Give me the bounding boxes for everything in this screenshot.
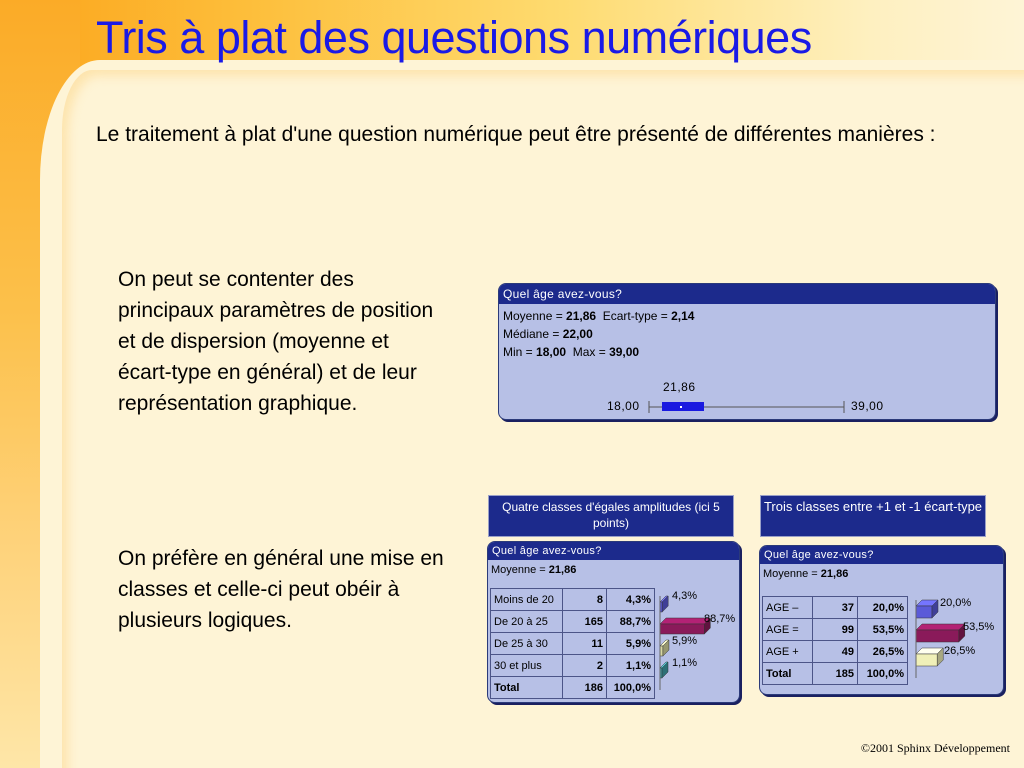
sd-value: 2,14 bbox=[671, 309, 695, 323]
min-value: 18,00 bbox=[536, 345, 567, 359]
row-label: Moins de 20 bbox=[491, 589, 563, 611]
row-count: 11 bbox=[563, 633, 607, 655]
right-mean-label: Moyenne = bbox=[763, 568, 821, 580]
row-label: AGE – bbox=[763, 597, 813, 619]
min-label: Min = bbox=[503, 345, 537, 359]
row-label: 30 et plus bbox=[491, 655, 563, 677]
row-count: 8 bbox=[563, 589, 607, 611]
row-pct: 1,1% bbox=[607, 655, 655, 677]
bar-label: 1,1% bbox=[672, 657, 698, 669]
left-mean-value: 21,86 bbox=[548, 564, 577, 576]
left-mean-label: Moyenne = bbox=[491, 564, 549, 576]
bar-age- bbox=[916, 624, 965, 642]
row-count: 2 bbox=[563, 655, 607, 677]
max-label: Max = bbox=[572, 345, 610, 359]
row-label: AGE = bbox=[763, 619, 813, 641]
mean-label: Moyenne = bbox=[503, 309, 567, 323]
row-label: De 20 à 25 bbox=[491, 611, 563, 633]
total-label: Total bbox=[763, 663, 813, 685]
bar-30-et-plus bbox=[660, 662, 668, 678]
bar-label: 4,3% bbox=[672, 590, 698, 602]
caption-sd-classes: Trois classes entre +1 et -1 écart-type bbox=[760, 495, 986, 537]
left-question: Quel âge avez-vous? bbox=[488, 542, 739, 560]
row-pct: 5,9% bbox=[607, 633, 655, 655]
median-label: Médiane = bbox=[503, 327, 563, 341]
median-value: 22,00 bbox=[562, 327, 593, 341]
sd-label: Ecart-type = bbox=[602, 309, 672, 323]
right-question: Quel âge avez-vous? bbox=[760, 546, 1003, 564]
equal-classes-panel bbox=[487, 541, 740, 703]
total-label: Total bbox=[491, 677, 563, 699]
total-count: 185 bbox=[813, 663, 858, 685]
total-count: 186 bbox=[563, 677, 607, 699]
bar-de-25-30 bbox=[660, 640, 669, 656]
bar-age- bbox=[916, 600, 938, 618]
row-label: AGE + bbox=[763, 641, 813, 663]
bar-label: 88,7% bbox=[704, 613, 736, 625]
row-pct: 26,5% bbox=[858, 641, 908, 663]
bar-label: 20,0% bbox=[940, 597, 972, 609]
box-plot bbox=[499, 284, 996, 420]
total-pct: 100,0% bbox=[858, 663, 908, 685]
paragraph-summary-stats: On peut se contenter des principaux paramètres de position et de dispersion (moyenne et écart-type en général) et de leur représentation graphique. bbox=[118, 268, 434, 415]
right-mean-value: 21,86 bbox=[820, 568, 849, 580]
row-count: 37 bbox=[813, 597, 858, 619]
equal-classes-bar-chart bbox=[488, 542, 740, 703]
bar-age- bbox=[916, 648, 943, 666]
bar-label: 53,5% bbox=[963, 621, 995, 633]
caption-equal-classes: Quatre classes d'égales amplitudes (ici 5 points) bbox=[488, 495, 734, 537]
summary-stats-panel bbox=[498, 283, 996, 420]
sd-classes-panel bbox=[759, 545, 1004, 695]
row-pct: 53,5% bbox=[858, 619, 908, 641]
bar-label: 26,5% bbox=[944, 645, 976, 657]
paragraph-classes: On préfère en général une mise en classes et celle-ci peut obéir à plusieurs logiques. bbox=[118, 547, 444, 632]
row-count: 49 bbox=[813, 641, 858, 663]
row-pct: 88,7% bbox=[607, 611, 655, 633]
axis-max-label: 39,00 bbox=[851, 399, 884, 413]
row-count: 165 bbox=[563, 611, 607, 633]
mean-value: 21,86 bbox=[566, 309, 597, 323]
row-count: 99 bbox=[813, 619, 858, 641]
axis-min-label: 18,00 bbox=[607, 399, 640, 413]
row-pct: 4,3% bbox=[607, 589, 655, 611]
footer-copyright: ©2001 Sphinx Développement bbox=[860, 741, 1010, 755]
row-pct: 20,0% bbox=[858, 597, 908, 619]
row-label: De 25 à 30 bbox=[491, 633, 563, 655]
slide-title: Tris à plat des questions numériques bbox=[96, 12, 812, 63]
box-plot-mean-marker bbox=[680, 406, 682, 408]
max-value: 39,00 bbox=[609, 345, 640, 359]
bar-de-20-25 bbox=[660, 618, 710, 634]
summary-question: Quel âge avez-vous? bbox=[499, 284, 995, 304]
axis-mean-label: 21,86 bbox=[663, 380, 696, 394]
box-plot-box bbox=[662, 402, 704, 411]
total-pct: 100,0% bbox=[607, 677, 655, 699]
bar-label: 5,9% bbox=[672, 635, 698, 647]
intro-text: Le traitement à plat d'une question numérique peut être présenté de différentes manières : bbox=[96, 123, 936, 146]
bar-moins-de-20 bbox=[660, 596, 668, 612]
